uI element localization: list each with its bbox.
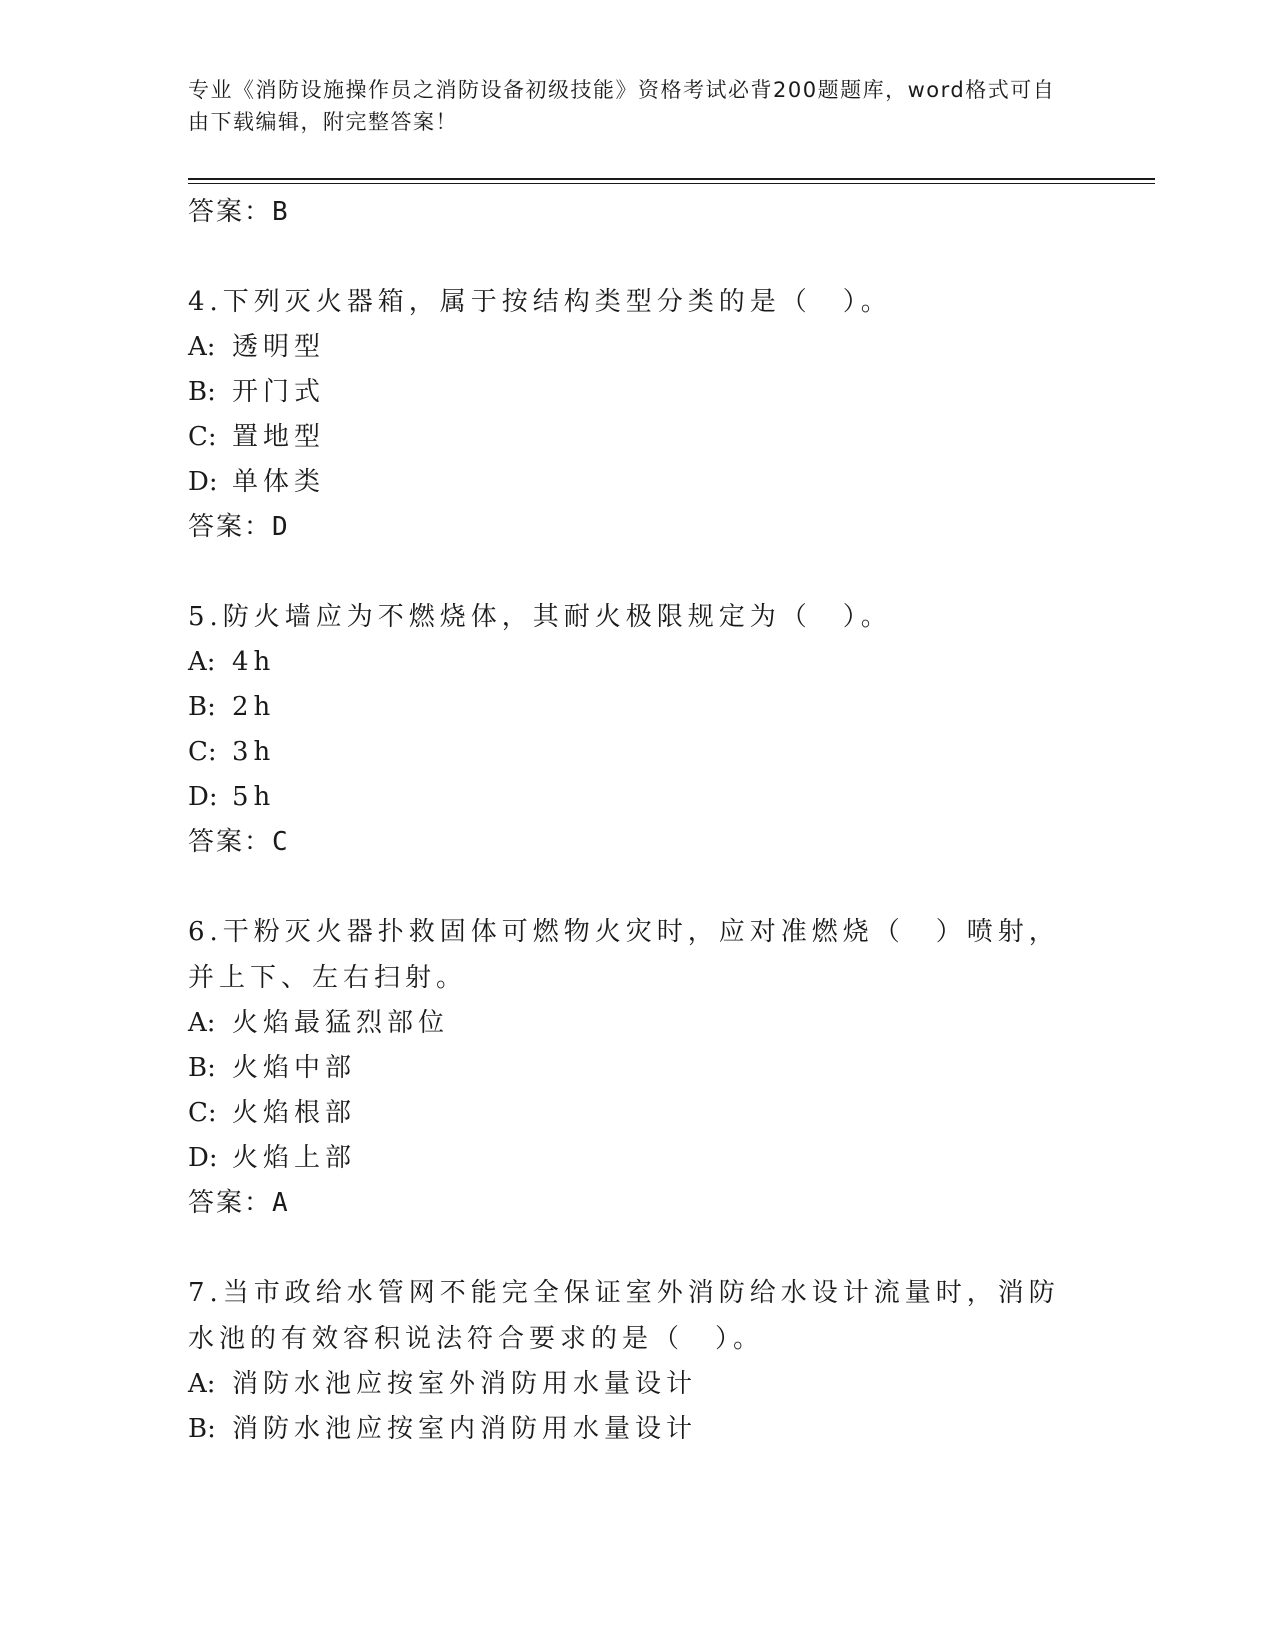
option-line <box>188 1136 1068 1181</box>
option-text: 3h <box>232 737 276 767</box>
option-line <box>188 1001 1068 1046</box>
answer-line <box>188 1181 1068 1226</box>
option-line <box>188 370 1068 415</box>
option-text: 开门式 <box>232 377 326 407</box>
document-header: 专业《消防设施操作员之消防设备初级技能》资格考试必背200题题库，word格式可自由下载编辑，附完整答案！ <box>188 78 1056 134</box>
option-text: 透明型 <box>232 332 326 362</box>
option-letter: C: <box>188 1098 217 1128</box>
option-letter: D: <box>188 467 218 497</box>
option-line <box>188 775 1068 820</box>
answer-label: 答案： <box>188 1188 273 1218</box>
option-text: 5h <box>232 782 276 812</box>
option-letter: A: <box>188 1369 216 1399</box>
answer-line <box>188 190 1068 235</box>
option-line <box>188 1362 1068 1407</box>
option-text: 火焰中部 <box>232 1053 357 1083</box>
answer-label: 答案： <box>188 512 273 542</box>
answer-value: C <box>272 827 290 857</box>
option-text: 火焰上部 <box>232 1143 357 1173</box>
option-line <box>188 1046 1068 1091</box>
option-line <box>188 1091 1068 1136</box>
option-text: 2h <box>232 692 276 722</box>
option-line <box>188 685 1068 730</box>
option-letter: C: <box>188 422 217 452</box>
option-letter: A: <box>188 332 216 362</box>
header-rule-thin <box>188 183 1155 184</box>
answer-value: B <box>272 197 290 227</box>
option-letter: B: <box>188 1053 216 1083</box>
answer-value: D <box>272 512 290 542</box>
answer-line <box>188 820 1068 865</box>
answer-label: 答案： <box>188 827 273 857</box>
spacer <box>188 550 1068 594</box>
option-text: 置地型 <box>232 422 326 452</box>
option-letter: A: <box>188 1008 216 1038</box>
spacer <box>188 235 1068 279</box>
option-letter: A: <box>188 647 216 677</box>
option-line <box>188 1407 1068 1452</box>
option-text: 消防水池应按室外消防用水量设计 <box>232 1369 698 1399</box>
question-list <box>188 190 1068 1452</box>
answer-value: A <box>272 1188 290 1218</box>
option-line <box>188 730 1068 775</box>
option-text: 火焰根部 <box>232 1098 357 1128</box>
option-line <box>188 640 1068 685</box>
option-text: 4h <box>232 647 276 677</box>
option-line <box>188 460 1068 505</box>
option-text: 消防水池应按室内消防用水量设计 <box>232 1414 698 1444</box>
header-rule-thick <box>188 178 1155 180</box>
question-stem: 4.下列灭火器箱，属于按结构类型分类的是（ ）。 <box>188 287 892 317</box>
question-stem: 7.当市政给水管网不能完全保证室外消防给水设计流量时，消防水池的有效容积说法符合要求的是（ ）。 <box>188 1278 1060 1354</box>
option-letter: D: <box>188 782 218 812</box>
spacer <box>188 1226 1068 1270</box>
option-line <box>188 415 1068 460</box>
option-text: 火焰最猛烈部位 <box>232 1008 450 1038</box>
question-stem: 5.防火墙应为不燃烧体，其耐火极限规定为（ ）。 <box>188 602 892 632</box>
spacer <box>188 865 1068 909</box>
answer-label: 答案： <box>188 197 273 227</box>
option-letter: D: <box>188 1143 218 1173</box>
option-letter: B: <box>188 1414 216 1444</box>
question-stem: 6.干粉灭火器扑救固体可燃物火灾时，应对准燃烧（ ）喷射，并上下、左右扫射。 <box>188 917 1060 993</box>
option-letter: B: <box>188 377 216 407</box>
option-letter: B: <box>188 692 216 722</box>
answer-line <box>188 505 1068 550</box>
option-letter: C: <box>188 737 217 767</box>
option-line <box>188 325 1068 370</box>
option-text: 单体类 <box>232 467 326 497</box>
